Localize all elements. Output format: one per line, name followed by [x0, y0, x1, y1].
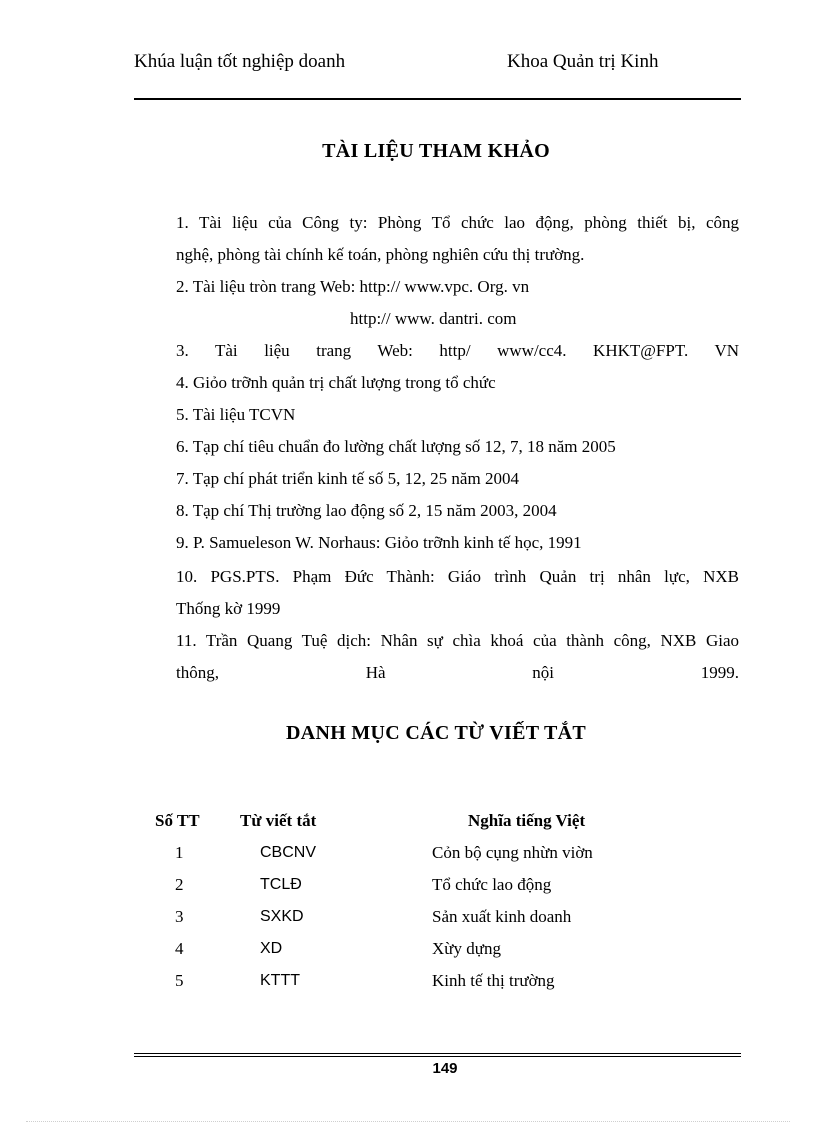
- table-cell-abbreviation: KTTT: [260, 972, 300, 989]
- reference-line: nghệ, phòng tài chính kế toán, phòng nghiên cứu thị trường.: [176, 245, 585, 264]
- table-cell-meaning: Tổ chức lao động: [432, 875, 552, 894]
- table-cell-abbreviation: SXKD: [260, 908, 304, 925]
- reference-line: 9. P. Samueleson W. Norhaus: Giỏo trỡnh kinh tế học, 1991: [176, 533, 582, 552]
- column-header-meaning: Nghĩa tiếng Việt: [468, 811, 586, 830]
- column-header-number: Số TT: [155, 811, 200, 830]
- table-cell-abbreviation: XD: [260, 940, 283, 957]
- reference-line: 10. PGS.PTS. Phạm Đức Thành: Giáo trình Quản trị nhân lực, NXB: [176, 567, 739, 586]
- reference-line: 6. Tạp chí tiêu chuẩn đo lường chất lượng số 12, 7, 18 năm 2005: [176, 437, 616, 456]
- table-cell-meaning: Xừy dựng: [432, 939, 501, 958]
- references-title: TÀI LIỆU THAM KHẢO: [322, 140, 550, 162]
- reference-line: Thống kờ 1999: [176, 599, 281, 618]
- abbreviations-title: DANH MỤC CÁC TỪ VIẾT TẮT: [285, 722, 587, 744]
- header-left: Khúa luận tốt nghiệp doanh: [134, 51, 346, 72]
- table-cell-abbreviation: TCLĐ: [260, 876, 302, 893]
- reference-line: http:// www. dantri. com: [350, 309, 517, 328]
- reference-line: thông, Hà nội 1999.: [176, 663, 739, 682]
- page-number: 149: [432, 1060, 458, 1077]
- reference-line: 5. Tài liệu TCVN: [176, 405, 296, 424]
- reference-line: 4. Giỏo trỡnh quản trị chất lượng trong tổ chức: [176, 373, 496, 392]
- table-cell-abbreviation: CBCNV: [260, 844, 317, 861]
- footer-rule: [134, 1053, 741, 1054]
- table-cell-meaning: Sản xuất kinh doanh: [432, 907, 572, 926]
- reference-line: 1. Tài liệu của Công ty: Phòng Tổ chức lao động, phòng thiết bị, công: [176, 213, 739, 232]
- reference-line: 8. Tạp chí Thị trường lao động số 2, 15 năm 2003, 2004: [176, 501, 557, 520]
- table-cell-meaning: Cỏn bộ cụng nhừn viờn: [432, 843, 593, 862]
- footer-rule: [134, 1056, 741, 1057]
- table-cell-number: 1: [175, 843, 184, 862]
- table-cell-number: 5: [175, 971, 184, 990]
- reference-line: 2. Tài liệu tròn trang Web: http:// www.vpc. Org. vn: [176, 277, 530, 296]
- reference-line: 7. Tạp chí phát triển kinh tế số 5, 12, 25 năm 2004: [176, 469, 519, 488]
- reference-line: 11. Trần Quang Tuệ dịch: Nhân sự chìa khoá của thành công, NXB Giao: [176, 631, 739, 650]
- table-cell-meaning: Kinh tế thị trường: [432, 971, 555, 990]
- table-cell-number: 4: [175, 939, 184, 958]
- table-cell-number: 3: [175, 907, 184, 926]
- header-rule: [134, 98, 741, 100]
- column-header-abbreviation: Từ viết tắt: [240, 811, 317, 830]
- page-bottom-border: [26, 1121, 790, 1122]
- header-right: Khoa Quản trị Kinh: [507, 51, 659, 72]
- table-cell-number: 2: [175, 875, 184, 894]
- reference-line: 3. Tài liệu trang Web: http/ www/cc4. KHKT@FPT. VN: [176, 341, 739, 360]
